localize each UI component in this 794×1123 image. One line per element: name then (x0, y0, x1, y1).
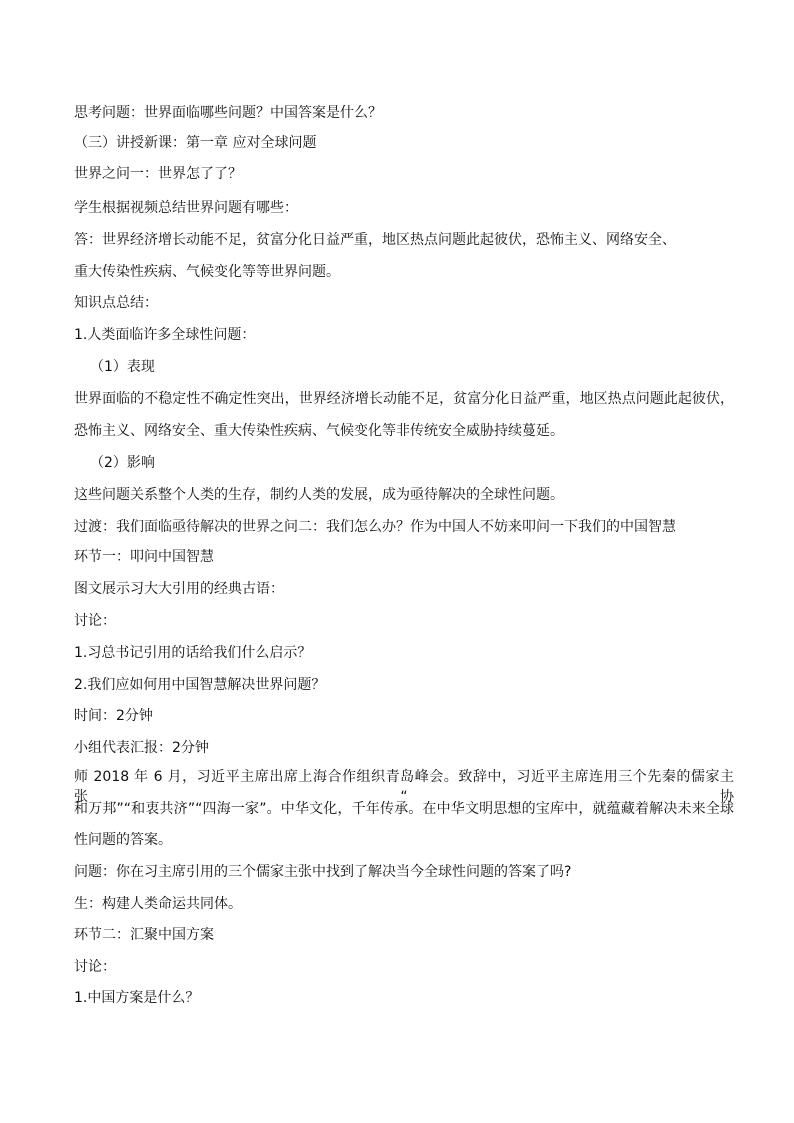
paragraph-teacher-line-2: 和万邦”“和衷共济”“四海一家”。中华文化，千年传承。在中华文明思想的宝库中，就蕴藏着解决未来全球 (74, 801, 734, 817)
paragraph-new-lesson-heading: （三）讲授新课：第一章 应对全球问题 (74, 135, 317, 151)
paragraph-impact-content: 这些问题关系整个人类的生存，制约人类的发展，成为亟待解决的全球性问题。 (74, 487, 564, 503)
paragraph-manifestation-line-2: 恐怖主义、网络安全、重大传染性疾病、气候变化等非传统安全威胁持续蔓延。 (74, 423, 564, 439)
paragraph-discussion-2: 讨论： (74, 959, 116, 975)
paragraph-thinking-question: 思考问题：世界面临哪些问题？中国答案是什么？ (74, 105, 382, 121)
paragraph-question-1: 1.习总书记引用的话给我们什么启示？ (74, 645, 312, 661)
paragraph-discussion-1: 讨论： (74, 613, 116, 629)
paragraph-time: 时间：2分钟 (74, 708, 153, 724)
paragraph-point-1: 1.人类面临许多全球性问题： (74, 327, 256, 343)
paragraph-section-one: 环节一：叩问中国智慧 (74, 549, 214, 565)
paragraph-teacher-line-1: 师 2018 年 6 月，习近平主席出席上海合作组织青岛峰会。致辞中，习近平主席连用三个先秦的儒家主张“协 (74, 769, 734, 805)
paragraph-question: 问题：你在习主席引用的三个儒家主张中找到了解决当今全球性问题的答案了吗? (74, 864, 572, 880)
paragraph-manifestation-line-1: 世界面临的不稳定性不确定性突出，世界经济增长动能不足，贫富分化日益严重，地区热点问题此起彼伏， (74, 391, 734, 407)
paragraph-group-report: 小组代表汇报：2分钟 (74, 740, 209, 756)
paragraph-manifestation-heading: （1）表现 (90, 359, 155, 375)
paragraph-student-summary: 学生根据视频总结世界问题有哪些： (74, 200, 298, 216)
paragraph-student-answer: 生：构建人类命运共同体。 (74, 896, 242, 912)
paragraph-impact-heading: （2）影响 (90, 455, 155, 471)
paragraph-knowledge-summary: 知识点总结： (74, 295, 158, 311)
paragraph-question-2: 2.我们应如何用中国智慧解决世界问题？ (74, 677, 326, 693)
paragraph-answer-line-2: 重大传染性疾病、气候变化等等世界问题。 (74, 264, 340, 280)
paragraph-answer-line-1: 答：世界经济增长动能不足，贫富分化日益严重，地区热点问题此起彼伏，恐怖主义、网络安全、 (74, 232, 676, 248)
paragraph-classic-quotes: 图文展示习大大引用的经典古语： (74, 581, 284, 597)
paragraph-china-plan-question: 1.中国方案是什么？ (74, 990, 200, 1006)
paragraph-transition: 过渡：我们面临亟待解决的世界之问二：我们怎么办？作为中国人不妨来叩问一下我们的中国智慧 (74, 519, 676, 535)
paragraph-world-question-one: 世界之问一：世界怎了了？ (74, 166, 242, 182)
paragraph-section-two: 环节二：汇聚中国方案 (74, 927, 214, 943)
paragraph-teacher-line-3: 性问题的答案。 (74, 832, 172, 848)
